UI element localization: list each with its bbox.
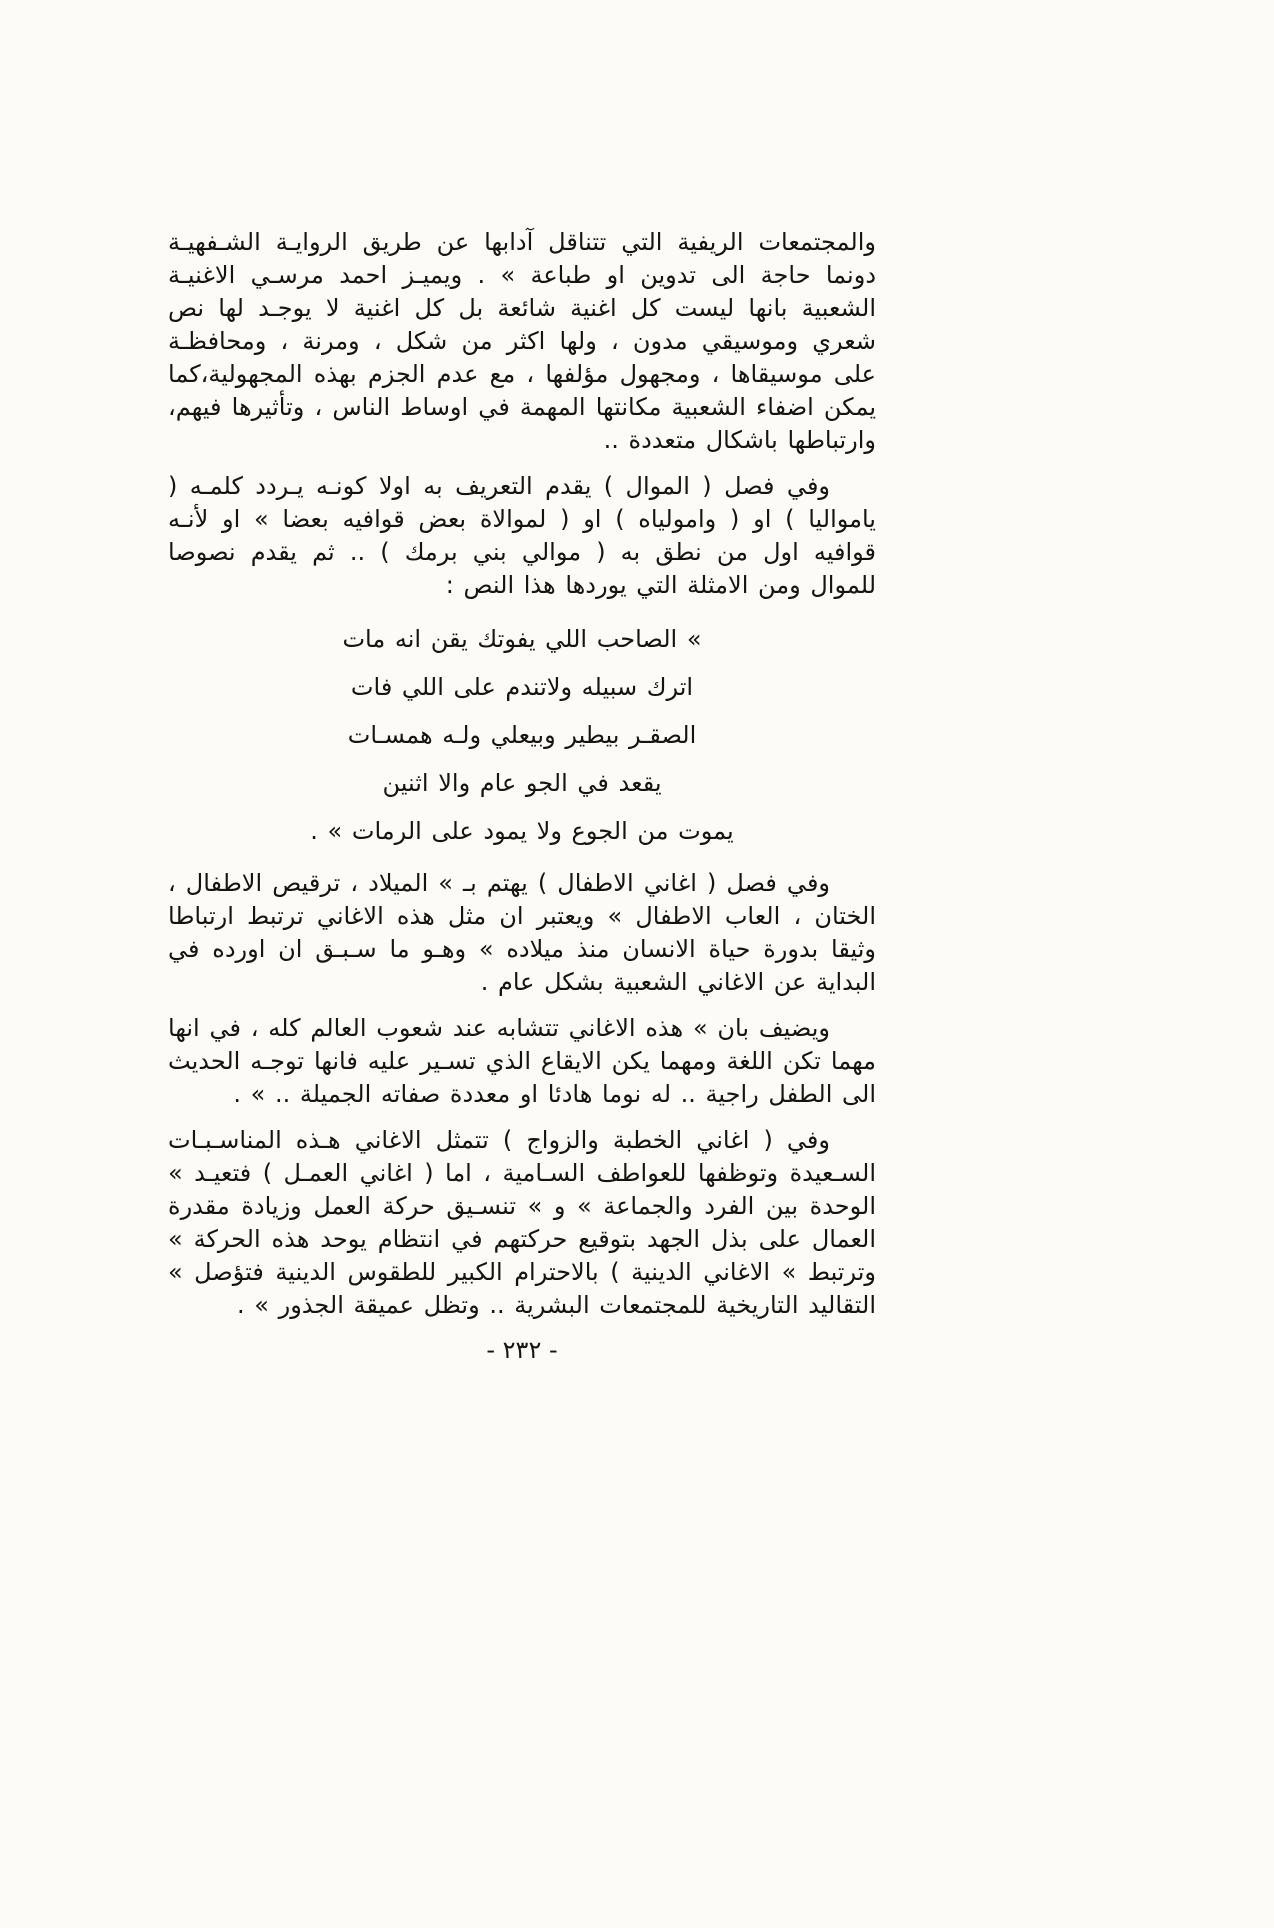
paragraph-mawwal-chapter: وفي فصل ( الموال ) يقدم التعريف به اولا كونـه يـردد كلمـه ( يامواليا ) او ( وامولياه ) او ( لموالاة بعض قوافيه بعضا » او لأنـه قوافيه اول من نطق به ( موالي بني برمك ) .. ثم يقدم نصوصا للموال ومن الامثلة التي يوردها هذا النص : — [168, 472, 876, 599]
verse-line-4: يقعد في الجو عام والا اثنين — [382, 769, 662, 797]
verse-line-1: » الصاحب اللي يفوتك يقن انه مات — [342, 625, 702, 653]
verse-line-3: الصقـر بيطير وبيعلي ولـه همسـات — [347, 721, 697, 749]
paragraph-songs-similarity: ويضيف بان » هذه الاغاني تتشابه عند شعوب العالم كله ، في انها مهما تكن اللغة ومهما يكن الايقاع الذي تسـير عليه فانها توجـه الحديث الى الطفل راجية .. له نوما هادئا او معددة صفاته الجميلة .. » . — [168, 1014, 876, 1108]
verse-line-2: اترك سبيله ولاتندم على اللي فات — [350, 673, 694, 701]
paragraph-oral-tradition: والمجتمعات الريفية التي تتناقل آدابها عن طريق الروايـة الشـفهيـة دونما حاجة الى تدوين او طباعة » . ويميـز احمد مرسـي الاغنيـة الشعبية بانها ليست كل اغنية شائعة بل كل اغنية لا يوجـد لها نص شعري وموسيقي مدون ، ولها اكثر من شكل ، ومرنة ، ومحافظـة على موسيقاها ، ومجهول مؤلفها ، مع عدم الجزم بهذه المجهولية،كما يمكن اضفاء الشعبية مكانتها المهمة في اوساط الناس ، وتأثيرها فيهم، وارتباطها باشكال متعددة .. — [168, 228, 876, 454]
verse-line-5: يموت من الجوع ولا يمود على الرمات » . — [310, 817, 734, 845]
page-number: - ٢٣٢ - — [486, 1336, 558, 1364]
page-text-block — [168, 226, 876, 1335]
paragraph-wedding-work-religious-songs: وفي ( اغاني الخطبة والزواج ) تتمثل الاغاني هـذه المناسـبـات السـعيدة وتوظفها للعواطف السـامية ، اما ( اغاني العمـل ) فتعيـد » الوحدة بين الفرد والجماعة » و » تنسـيق حركة العمل وزيادة مقدرة العمال على بذل الجهد بتوقيع حركتهم في انتظام يوحد هذه الحركة » وترتبط » الاغاني الدينية ) بالاحترام الكبير للطقوس الدينية فتؤصل » التقاليد التاريخية للمجتمعات البشرية .. وتظل عميقة الجذور » . — [168, 1126, 876, 1319]
paragraph-children-songs-chapter: وفي فصل ( اغاني الاطفال ) يهتم بـ » الميلاد ، ترقيص الاطفال ، الختان ، العاب الاطفال » ويعتبر ان مثل هذه الاغاني ترتبط ارتباطا وثيقا بدورة حياة الانسان منذ ميلاده » وهـو ما سـبـق ان اورده في البداية عن الاغاني الشعبية بشكل عام . — [168, 869, 876, 996]
mawwal-verses — [168, 615, 876, 855]
